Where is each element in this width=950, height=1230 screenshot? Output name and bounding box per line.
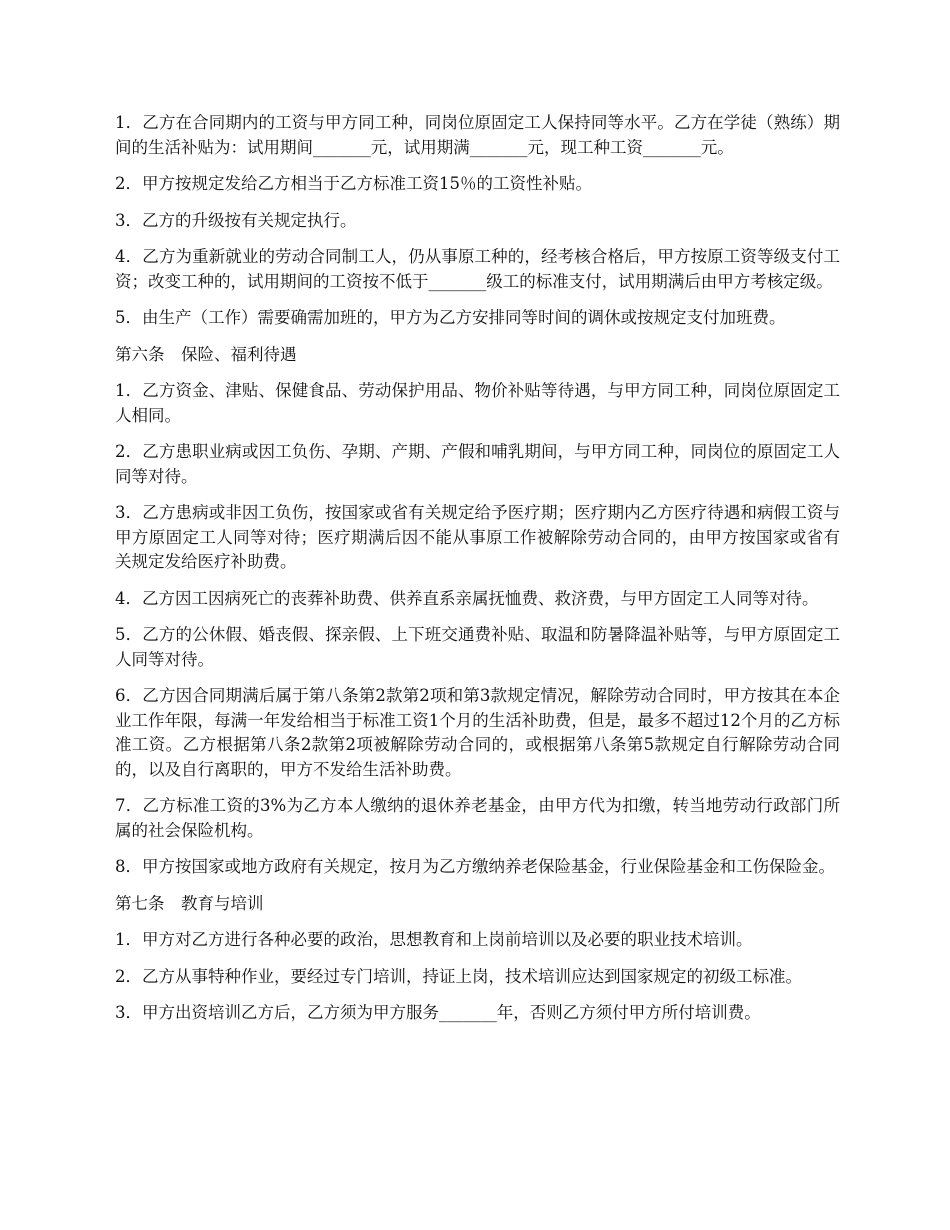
clause-7-item-1: 1．甲方对乙方进行各种必要的政治，思想教育和上岗前培训以及必要的职业技术培训。 xyxy=(115,930,753,949)
clause-6-item-7: 7．乙方标准工资的3%为乙方本人缴纳的退休养老基金，由甲方代为扣缴，转当地劳动行政部门所属的社会保险机构。 xyxy=(115,796,840,840)
clause-6-item-2: 2．乙方患职业病或因工负伤、孕期、产期、产假和哺乳期间，与甲方同工种，同岗位的原固定工人同等对待。 xyxy=(115,442,840,486)
clause-6-item-3: 3．乙方患病或非因工负伤，按国家或省有关规定给予医疗期；医疗期内乙方医疗待遇和病假工资与甲方原固定工人同等对待；医疗期满后因不能从事原工作被解除劳动合同的，由甲方按国家或省有关规定发给医疗补助费。 xyxy=(115,503,840,571)
clause-6-item-8: 8．甲方按国家或地方政府有关规定，按月为乙方缴纳养老保险基金，行业保险基金和工伤保险金。 xyxy=(115,857,835,876)
clause-6-item-4: 4．乙方因工因病死亡的丧葬补助费、供养直系亲属抚恤费、救济费，与甲方固定工人同等对待。 xyxy=(115,588,819,608)
clause-5-item-1: 1．乙方在合同期内的工资与甲方同工种，同岗位原固定工人保持同等水平。乙方在学徒（熟练）期间的生活补贴为：试用期间_______元，试用期满_______元，现工种工资_______元。 xyxy=(115,113,840,157)
section-heading-article-6: 第六条 保险、福利待遇 xyxy=(115,344,297,364)
clause-6-item-1: 1．乙方资金、津贴、保健食品、劳动保护用品、物价补贴等待遇，与甲方同工种，同岗位原固定工人相同。 xyxy=(115,381,840,425)
clause-5-item-5: 5．由生产（工作）需要确需加班的，甲方为乙方安排同等时间的调休或按规定支付加班费。 xyxy=(115,308,786,327)
document-page xyxy=(115,111,840,1038)
clause-6-item-5: 5．乙方的公休假、婚丧假、探亲假、上下班交通费补贴、取温和防暑降温补贴等，与甲方原固定工人同等对待。 xyxy=(115,625,840,669)
clause-5-item-4: 4．乙方为重新就业的劳动合同制工人，仍从事原工种的，经考核合格后，甲方按原工资等级支付工资；改变工种的，试用期间的工资按不低于_______级工的标准支付，试用期满后由甲方考核定级。 xyxy=(115,247,840,291)
clause-5-item-3: 3．乙方的升级按有关规定执行。 xyxy=(115,210,357,230)
clause-5-item-2: 2．甲方按规定发给乙方相当于乙方标准工资15％的工资性补贴。 xyxy=(115,174,592,193)
section-heading-article-7: 第七条 教育与培训 xyxy=(115,893,264,913)
clause-7-item-3: 3．甲方出资培训乙方后，乙方须为甲方服务_______年，否则乙方须付甲方所付培训费。 xyxy=(115,1003,761,1022)
clause-6-item-6: 6．乙方因合同期满后属于第八条第2款第2项和第3款规定情况，解除劳动合同时，甲方按其在本企业工作年限，每满一年发给相当于标准工资1个月的生活补助费，但是，最多不超过12个月的乙方标准工资。乙方根据第八条2款第2项被解除劳动合同的，或根据第八条第5款规定自行解除劳动合同的，以及自行离职的，甲方不发给生活补助费。 xyxy=(115,686,840,779)
clause-7-item-2: 2．乙方从事特种作业，要经过专门培训，持证上岗，技术培训应达到国家规定的初级工标准。 xyxy=(115,966,802,986)
